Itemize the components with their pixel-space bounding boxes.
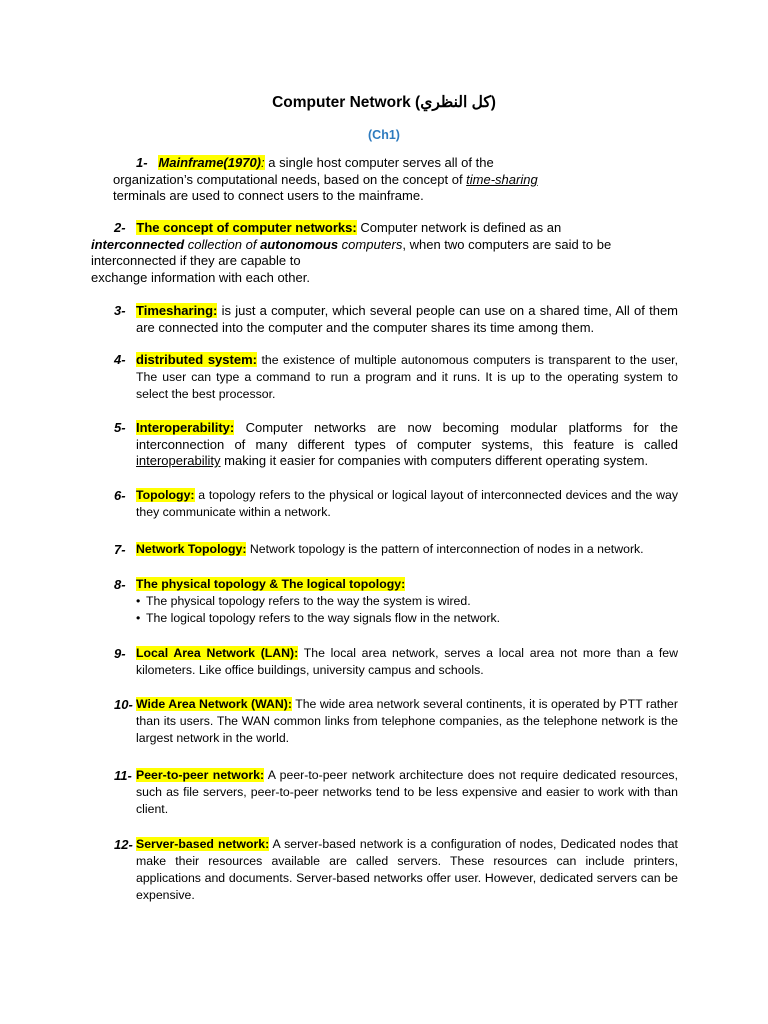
item-number: 4- bbox=[114, 352, 126, 367]
item-text: a single host computer serves all of the bbox=[264, 155, 494, 170]
item-text: making it easier for companies with computers different operating system. bbox=[220, 453, 649, 469]
item-term: Interoperability: bbox=[136, 420, 235, 435]
item-text: terminals are used to connect users to the mainframe. bbox=[113, 188, 424, 204]
item-number: 1- bbox=[136, 155, 148, 170]
item-number: 2- bbox=[114, 220, 126, 235]
item-text: , when two computers are said to be bbox=[402, 236, 612, 252]
item-term: Wide Area Network (WAN): bbox=[136, 697, 292, 711]
item-text-bold: interconnected bbox=[91, 236, 185, 252]
definition-item-11 bbox=[114, 767, 678, 818]
item-text: A peer-to-peer network architecture does not require dedicated resources, such as file servers, peer-to-peer networks tend to be less expensive and easier to work with than client. bbox=[136, 768, 678, 816]
item-number: 8- bbox=[114, 577, 126, 592]
item-term: Server-based network: bbox=[136, 837, 270, 851]
item-number: 7- bbox=[114, 542, 126, 557]
bullet-list bbox=[136, 593, 678, 627]
item-number: 5- bbox=[114, 420, 126, 435]
item-number: 6- bbox=[114, 488, 126, 503]
item-text: The wide area network several continents, it is operated by PTT rather than its users. The WAN common links from telephone companies, as the telephone network is the largest network in the world. bbox=[136, 697, 678, 745]
page-title: Computer Network (كل النظري) bbox=[272, 94, 496, 111]
item-text: a topology refers to the physical or logical layout of interconnected devices and the way they communicate within a network. bbox=[136, 488, 678, 519]
item-text-underlined: time-sharing bbox=[466, 171, 538, 187]
item-text-underlined: interoperability bbox=[136, 453, 221, 469]
item-text: A server-based network is a configuration of nodes, Dedicated nodes that make their resources available are called servers. These resources can include printers, applications and documents. Server-based networks offer user. However, dedicated servers can be expensive. bbox=[136, 837, 678, 902]
item-term: The concept of computer networks bbox=[136, 220, 353, 235]
chapter-label: (Ch1) bbox=[368, 128, 400, 142]
item-term: Peer-to-peer network: bbox=[136, 768, 265, 782]
item-text: Computer network is defined as an bbox=[356, 220, 562, 235]
definition-item-4 bbox=[114, 351, 678, 403]
item-term: Local Area Network (LAN): bbox=[136, 646, 299, 660]
definition-item-1 bbox=[113, 155, 678, 205]
definition-item-9 bbox=[114, 645, 678, 679]
item-text-italic: collection of bbox=[184, 236, 261, 252]
item-term: Topology: bbox=[136, 488, 195, 502]
item-text: exchange information with each other. bbox=[91, 269, 310, 285]
definition-item-6 bbox=[114, 487, 678, 521]
item-text: Network topology is the pattern of interconnection of nodes in a network. bbox=[246, 542, 644, 556]
definition-item-3 bbox=[114, 303, 678, 336]
item-text-italic: computers bbox=[338, 236, 403, 252]
item-term: Mainframe(1970) bbox=[158, 155, 262, 170]
item-text: The local area network, serves a local area not more than a few kilometers. Like office buildings, university campus and schools. bbox=[136, 646, 678, 677]
item-text: the existence of multiple autonomous computers is transparent to the user, The user can type a command to run a program and it runs. It is up to the operating system to select the best processor. bbox=[136, 353, 678, 401]
item-number: 9- bbox=[114, 646, 126, 661]
item-number: 3- bbox=[114, 303, 126, 318]
item-term: The physical topology & The logical topology: bbox=[136, 577, 406, 591]
item-term: Timesharing: bbox=[136, 303, 218, 318]
item-number: 10- bbox=[114, 697, 133, 712]
item-term-colon: : bbox=[261, 155, 265, 170]
definition-item-10 bbox=[114, 696, 678, 747]
item-number: 11- bbox=[114, 768, 132, 783]
bullet-item: • The physical topology refers to the way the system is wired. bbox=[136, 593, 678, 610]
item-text-bold: autonomous bbox=[260, 236, 339, 252]
item-term: Network Topology: bbox=[136, 542, 247, 556]
item-text: organization’s computational needs, based on the concept of bbox=[113, 171, 467, 187]
definition-item-5 bbox=[114, 420, 678, 470]
definition-item-7 bbox=[114, 541, 678, 558]
item-text: is just a computer, which several people can use on a shared time, All of them are connected into the computer and the computer shares its time among them. bbox=[136, 303, 678, 335]
item-number: 12- bbox=[114, 837, 133, 852]
definition-item-2 bbox=[91, 220, 678, 286]
item-text: Computer networks are now becoming modular platforms for the interconnection of many different types of computer systems, this feature is called bbox=[136, 420, 678, 452]
item-term-colon: : bbox=[352, 220, 357, 235]
definition-item-12 bbox=[114, 836, 678, 904]
item-term: distributed system: bbox=[136, 352, 257, 367]
definition-item-8 bbox=[114, 576, 678, 627]
item-text: interconnected if they are capable to bbox=[91, 253, 301, 269]
bullet-item: • The logical topology refers to the way signals flow in the network. bbox=[136, 610, 678, 627]
